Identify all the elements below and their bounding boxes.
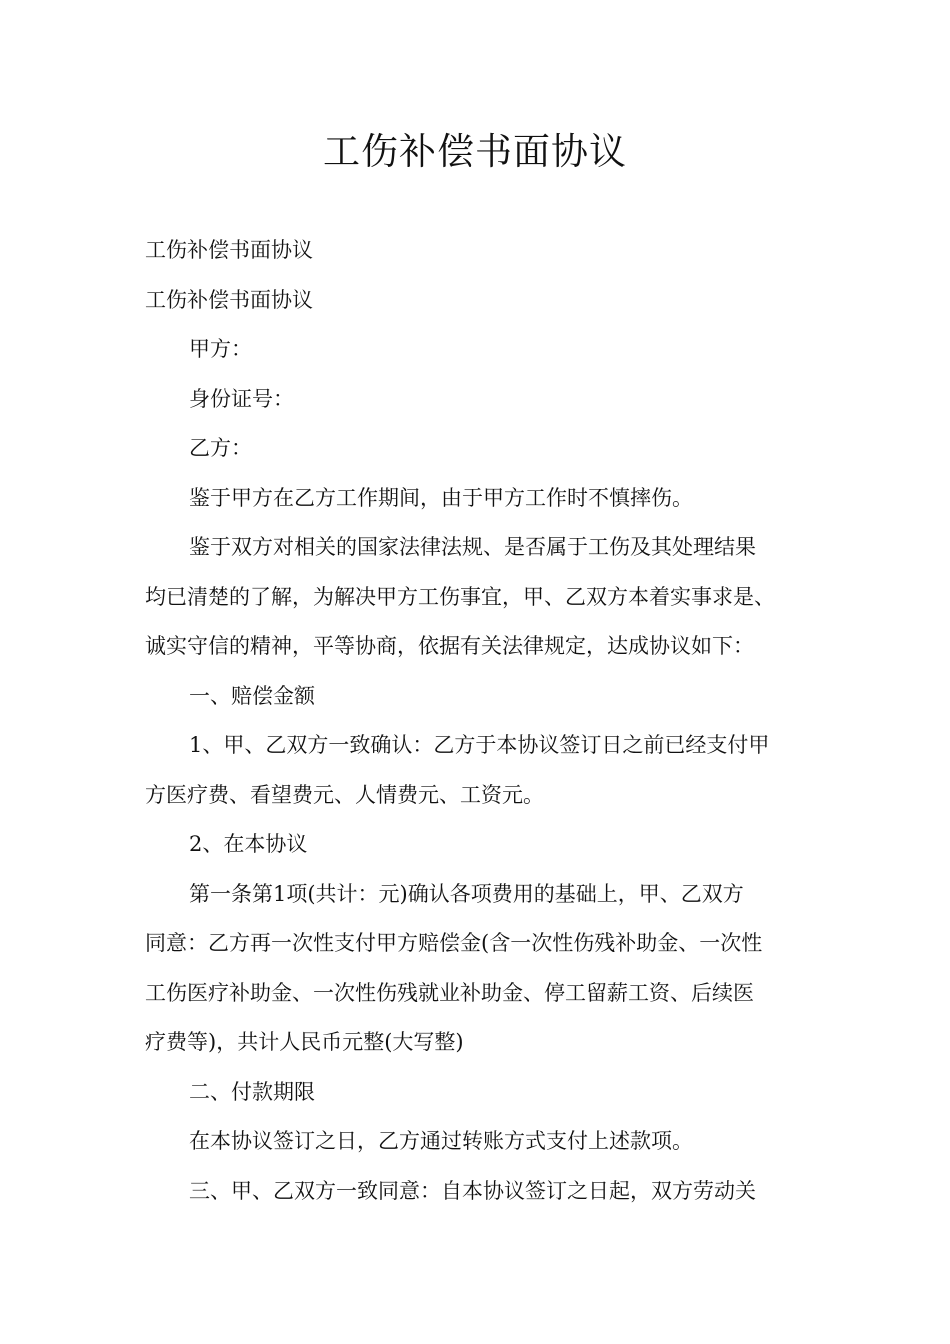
text-line: 疗费等)，共计人民币元整(大写整) [145, 1030, 464, 1054]
text-line: 工伤补偿书面协议 [145, 238, 313, 262]
party-b-line: 乙方： [189, 436, 252, 460]
document-title: 工伤补偿书面协议 [323, 130, 627, 173]
text-line: 诚实守信的精神，平等协商，依据有关法律规定，达成协议如下： [145, 634, 754, 658]
text-line: 方医疗费、看望费元、人情费元、工资元。 [145, 782, 544, 807]
text-line: 三、甲、乙双方一致同意：自本协议签订之日起，双方劳动关 [189, 1178, 756, 1203]
document-body [145, 226, 825, 1216]
id-number-line: 身份证号： [189, 386, 294, 411]
text-line: 在本协议签订之日，乙方通过转账方式支付上述款项。 [189, 1129, 693, 1153]
text-line: 第一条第1项(共计：元)确认各项费用的基础上，甲、乙双方 [189, 881, 744, 906]
text-line: 1、甲、乙双方一致确认：乙方于本协议签订日之前已经支付甲 [189, 733, 770, 757]
text-line: 鉴于甲方在乙方工作期间，由于甲方工作时不慎摔伤。 [189, 485, 693, 510]
text-line: 鉴于双方对相关的国家法律法规、是否属于工伤及其处理结果 [189, 535, 756, 559]
text-line: 均已清楚的了解，为解决甲方工伤事宜，甲、乙双方本着实事求是、 [145, 584, 775, 609]
section-heading: 二、付款期限 [189, 1079, 315, 1104]
text-line: 工伤医疗补助金、一次性伤残就业补助金、停工留薪工资、后续医 [145, 980, 754, 1005]
section-heading: 一、赔偿金额 [189, 683, 315, 708]
party-a-line: 甲方： [189, 337, 252, 361]
text-line: 2、在本协议 [189, 832, 308, 856]
text-line: 同意：乙方再一次性支付甲方赔偿金(含一次性伤残补助金、一次性 [145, 931, 763, 955]
text-line: 工伤补偿书面协议 [145, 287, 313, 312]
